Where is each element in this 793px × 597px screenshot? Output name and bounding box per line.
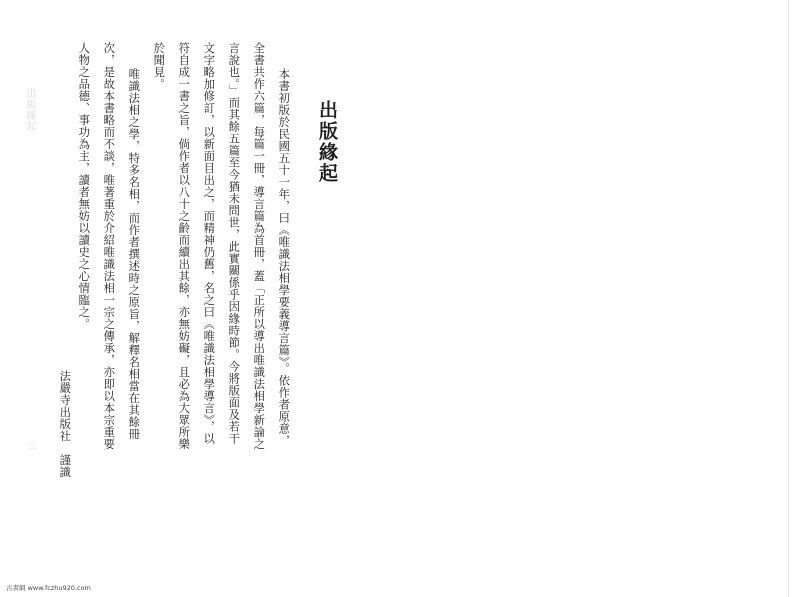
bleed-through-bottom: 三 bbox=[24, 440, 35, 451]
site-watermark: 古書網 www.fczhu920.com bbox=[6, 584, 91, 592]
paragraph-1-line-3: 言說也。」而其餘五篇至今猶未問世，此實關係乎因緣時節。今將版面及若干 bbox=[227, 42, 241, 445]
paragraph-1-line-2: 全書共作六篇，每篇一冊，導言篇為首冊，蓋「正所以導出唯識法相學新論之 bbox=[252, 42, 266, 450]
paragraph-1-line-1: 本書初版於民國五十一年，曰《唯識法相學要義導言篇》。依作者原意， bbox=[277, 68, 291, 447]
page-edge-divider bbox=[788, 0, 789, 597]
page-title: 出版緣起 bbox=[316, 100, 338, 184]
publisher-signature: 法嚴寺出版社 謹識 bbox=[58, 370, 72, 478]
paragraph-2-line-2: 次，是故本書略而不談，唯著重於介紹唯識法相一宗之傳承，亦即以本宗重要 bbox=[102, 42, 116, 450]
paragraph-2-line-1: 唯識法相之學，特多名相，而作者撰述時之原旨，解釋名相當在其餘冊 bbox=[127, 68, 141, 440]
paragraph-1-line-5: 符自成一書之旨，倘作者以八十之齡而續出其餘，亦無妨礙，且必為大眾所樂 bbox=[177, 42, 191, 450]
bleed-through-top: 出版緣起 bbox=[24, 88, 35, 132]
paragraph-2-line-3: 人物之品德、事功為主，讀者無妨以讀史之心情臨之。 bbox=[77, 42, 91, 330]
paragraph-1-line-4: 文字略加修訂，以新面目出之，而精神仍舊，名之曰《唯識法相學導言》，以 bbox=[202, 42, 216, 445]
paragraph-1-line-6: 於聞見。 bbox=[152, 42, 166, 90]
